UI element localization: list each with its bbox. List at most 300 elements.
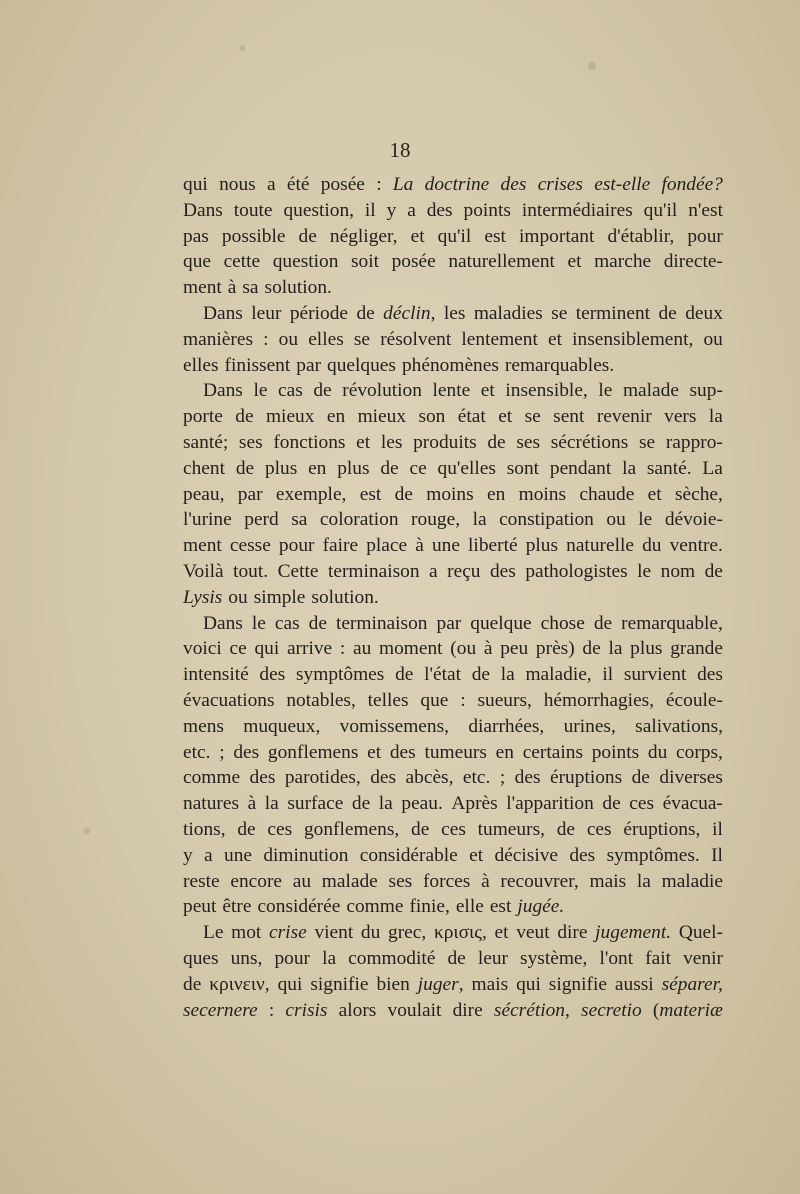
- word: jugée.: [517, 896, 565, 918]
- word: arrive: [286, 638, 333, 660]
- word: à: [227, 277, 237, 299]
- word: lentement: [461, 328, 538, 350]
- word: ce: [229, 638, 247, 660]
- word: en: [487, 483, 506, 505]
- word: question,: [283, 199, 355, 221]
- text-line: [183, 946, 723, 972]
- word: telles: [367, 689, 409, 711]
- word: salivations,: [635, 715, 723, 737]
- word: et: [567, 251, 582, 273]
- word: mais: [471, 973, 509, 995]
- word: malade: [321, 870, 378, 892]
- word: des: [514, 767, 541, 789]
- word: des: [426, 199, 453, 221]
- word: près): [535, 638, 575, 660]
- word: ment: [183, 277, 222, 299]
- word: Dans: [203, 380, 243, 402]
- text-line: [183, 688, 723, 714]
- text-line: [183, 327, 723, 353]
- word: reste: [183, 870, 220, 892]
- word: des: [697, 664, 723, 686]
- word: la: [708, 406, 723, 428]
- word: ment: [183, 535, 222, 557]
- word: une: [224, 844, 252, 866]
- word: ses: [238, 431, 263, 453]
- word: du: [642, 535, 662, 557]
- word: de: [313, 380, 332, 402]
- word: par: [237, 483, 263, 505]
- word: de: [183, 973, 202, 995]
- word: de: [237, 818, 256, 840]
- text-line: [183, 507, 723, 533]
- word: remarquable,: [621, 612, 723, 634]
- word: (ou: [450, 638, 477, 660]
- word: par: [296, 354, 322, 376]
- word: peu: [500, 638, 529, 660]
- word: possible: [221, 225, 286, 247]
- word: et: [498, 406, 513, 428]
- word: pendant: [549, 457, 612, 479]
- word: considérable: [359, 844, 458, 866]
- text-line: [183, 533, 723, 559]
- word: place: [366, 535, 408, 557]
- paper-stain: [588, 62, 596, 70]
- word: elle: [455, 896, 484, 918]
- word: éruptions,: [623, 818, 701, 840]
- word: maladie: [661, 870, 723, 892]
- word: :: [263, 328, 269, 350]
- word: peut: [183, 896, 217, 918]
- word: directe-: [663, 251, 723, 273]
- word: est: [489, 896, 512, 918]
- word: tumeurs,: [477, 818, 545, 840]
- word: la: [322, 947, 337, 969]
- word: Lysis: [183, 586, 223, 608]
- word: terminaison: [327, 560, 420, 582]
- word: terminent: [575, 302, 651, 324]
- word: des: [249, 767, 276, 789]
- paper-stain: [84, 828, 90, 834]
- word: de: [704, 560, 723, 582]
- word: naturelle: [566, 535, 634, 557]
- word: la: [608, 638, 623, 660]
- word: etc.: [183, 741, 211, 763]
- word: l'ont: [599, 947, 634, 969]
- word: mais: [589, 870, 627, 892]
- word: faire: [322, 535, 359, 557]
- word: ces: [586, 818, 612, 840]
- word: vers: [664, 406, 697, 428]
- word: cesse: [229, 535, 271, 557]
- text-line: [183, 404, 723, 430]
- word: :: [339, 638, 346, 660]
- word: et: [647, 483, 662, 505]
- text-line: [183, 817, 723, 843]
- word: maladies: [473, 302, 543, 324]
- word: :: [460, 689, 466, 711]
- word: signifie: [310, 973, 369, 995]
- word: porte: [183, 406, 223, 428]
- word: plus: [337, 457, 370, 479]
- text-line: [203, 378, 723, 404]
- word: Dans: [203, 612, 243, 634]
- word: posée: [391, 251, 436, 273]
- word: écoule-: [665, 689, 723, 711]
- word: Il: [711, 844, 723, 866]
- word: de: [631, 767, 650, 789]
- word: vient: [314, 922, 354, 944]
- word: y: [386, 199, 397, 221]
- word: le: [253, 380, 268, 402]
- word: phénomènes: [401, 354, 499, 376]
- word: pas: [183, 225, 209, 247]
- word: certains: [522, 741, 583, 763]
- word: symptômes.: [606, 844, 700, 866]
- word: à: [483, 638, 493, 660]
- word: chaude: [579, 483, 635, 505]
- word: revenir: [596, 406, 652, 428]
- text-line: [183, 172, 723, 198]
- word: simple: [253, 586, 306, 608]
- word: cas: [274, 612, 300, 634]
- word: question: [272, 251, 339, 273]
- word: mens: [183, 715, 224, 737]
- word: santé;: [183, 431, 229, 453]
- word: Quel-: [678, 922, 723, 944]
- word: malade: [622, 380, 679, 402]
- text-line: [183, 791, 723, 817]
- word: doctrine: [424, 174, 490, 195]
- word: voulait: [387, 999, 442, 1021]
- text-line: [183, 224, 723, 250]
- word: recouvrer,: [500, 870, 579, 892]
- word: de: [395, 664, 414, 686]
- word: évacuations: [183, 689, 275, 711]
- word: y: [183, 844, 193, 866]
- word: est-elle: [594, 174, 651, 195]
- word: sup-: [689, 380, 723, 402]
- word: en: [495, 741, 514, 763]
- word: alors: [338, 999, 377, 1021]
- word: dévoie-: [664, 509, 723, 531]
- word: considérée: [257, 896, 341, 918]
- word: hémorrhagies,: [543, 689, 655, 711]
- word: intensité: [183, 664, 249, 686]
- word: ces: [267, 818, 293, 840]
- word: à: [247, 793, 257, 815]
- text-line: [183, 430, 723, 456]
- word: Cette: [277, 560, 319, 582]
- word: survient: [623, 664, 687, 686]
- word: secernere: [183, 999, 258, 1021]
- word: déclin,: [383, 302, 436, 324]
- word: nom: [660, 560, 696, 582]
- word: des: [370, 767, 397, 789]
- word: de: [411, 818, 430, 840]
- word: la: [500, 664, 515, 686]
- word: reçu: [447, 560, 481, 582]
- word: est: [359, 483, 382, 505]
- word: son: [418, 406, 446, 428]
- word: leur: [477, 947, 508, 969]
- word: santé.: [646, 457, 692, 479]
- word: de: [556, 818, 576, 840]
- word: rouge,: [411, 509, 461, 531]
- word: pour: [687, 225, 723, 247]
- word: naturellement: [448, 251, 555, 273]
- word: sueurs,: [477, 689, 532, 711]
- word: natures: [183, 793, 239, 815]
- word: sent: [553, 406, 585, 428]
- text-line: [183, 636, 723, 662]
- word: le: [598, 380, 613, 402]
- word: chent: [183, 457, 225, 479]
- word: posée: [320, 174, 365, 195]
- word: se: [353, 328, 371, 350]
- word: il: [602, 664, 614, 686]
- text-line: [183, 249, 723, 275]
- word: remarquables.: [504, 354, 615, 376]
- text-line: [183, 843, 723, 869]
- word: peau,: [183, 483, 225, 505]
- word: sécrétions: [550, 431, 629, 453]
- word: κρινειν,: [209, 973, 270, 995]
- word: veut: [516, 922, 550, 944]
- word: moins: [426, 483, 474, 505]
- word: tout.: [233, 560, 269, 582]
- body-text: [183, 172, 723, 1023]
- word: moment: [379, 638, 443, 660]
- word: mieux: [357, 406, 407, 428]
- word: des: [489, 560, 516, 582]
- word: et: [356, 431, 371, 453]
- word: l'apparition: [506, 793, 594, 815]
- word: ventre.: [669, 535, 723, 557]
- word: coloration: [319, 509, 399, 531]
- word: quelques: [327, 354, 396, 376]
- text-line: [183, 662, 723, 688]
- word: tumeurs: [424, 741, 487, 763]
- word: les: [443, 302, 466, 324]
- word: qui: [277, 973, 303, 995]
- word: de: [582, 638, 601, 660]
- word: le: [638, 509, 653, 531]
- word: éruptions: [549, 767, 623, 789]
- word: des: [500, 174, 527, 195]
- word: La: [702, 457, 723, 479]
- word: maladie,: [525, 664, 592, 686]
- word: des: [233, 741, 260, 763]
- word: qui: [254, 638, 280, 660]
- word: chose: [540, 612, 585, 634]
- word: et: [469, 844, 484, 866]
- text-line: [203, 920, 723, 946]
- word: corps,: [676, 741, 723, 763]
- word: points: [591, 741, 640, 763]
- word: du: [360, 922, 381, 944]
- word: secretio: [581, 999, 642, 1021]
- word: et: [494, 922, 509, 944]
- word: que: [183, 251, 211, 273]
- word: se: [524, 406, 541, 428]
- word: de: [356, 302, 375, 324]
- word: par: [436, 612, 462, 634]
- word: de: [471, 664, 490, 686]
- word: il: [364, 199, 376, 221]
- word: ou: [278, 328, 299, 350]
- word: cas: [278, 380, 303, 402]
- word: Le: [203, 922, 224, 944]
- word: κρισις,: [433, 922, 487, 944]
- word: sécrétion,: [493, 999, 570, 1021]
- word: toute: [233, 199, 273, 221]
- text-line: [183, 998, 723, 1024]
- word: plus: [525, 535, 559, 557]
- word: ce: [409, 457, 427, 479]
- word: diverses: [659, 767, 723, 789]
- word: Après: [451, 793, 498, 815]
- word: finissent: [224, 354, 291, 376]
- word: une: [431, 535, 460, 557]
- word: sont: [506, 457, 540, 479]
- word: nous: [219, 174, 256, 195]
- word: la: [636, 870, 651, 892]
- word: à: [481, 870, 490, 892]
- word: système,: [520, 947, 588, 969]
- word: des: [259, 664, 286, 686]
- word: muqueux,: [243, 715, 321, 737]
- word: a: [407, 199, 416, 221]
- word: période: [289, 302, 349, 324]
- word: se: [638, 431, 656, 453]
- word: solution.: [311, 586, 379, 608]
- word: juger,: [417, 973, 464, 995]
- word: exemple,: [275, 483, 347, 505]
- word: ses: [388, 870, 413, 892]
- word: diarrhées,: [468, 715, 545, 737]
- word: comme: [346, 896, 404, 918]
- word: les: [380, 431, 403, 453]
- word: la: [264, 793, 279, 815]
- word: etc.: [462, 767, 491, 789]
- word: dire: [557, 922, 588, 944]
- word: voici: [183, 638, 222, 660]
- word: ;: [219, 741, 225, 763]
- word: en: [308, 457, 327, 479]
- word: de: [658, 302, 677, 324]
- word: qu'elles: [437, 457, 496, 479]
- word: des: [569, 844, 596, 866]
- text-line: [183, 894, 723, 920]
- word: mot: [231, 922, 262, 944]
- word: fondée?: [661, 174, 723, 195]
- word: abcès,: [405, 767, 454, 789]
- word: symptômes: [296, 664, 385, 686]
- word: qui: [183, 174, 208, 195]
- word: ques: [183, 947, 219, 969]
- word: et: [480, 380, 495, 402]
- word: ses: [516, 431, 541, 453]
- word: encore: [230, 870, 283, 892]
- text-line: [183, 740, 723, 766]
- word: crise: [269, 922, 307, 944]
- word: signifie: [548, 973, 607, 995]
- word: être: [222, 896, 252, 918]
- word: jugement.: [595, 922, 672, 944]
- page-number: 18: [389, 138, 411, 162]
- word: solution.: [264, 277, 332, 299]
- word: Dans: [203, 302, 243, 324]
- word: notables,: [286, 689, 356, 711]
- word: soit: [351, 251, 380, 273]
- word: grec,: [388, 922, 427, 944]
- word: dire: [452, 999, 483, 1021]
- word: La: [392, 174, 414, 195]
- word: points: [463, 199, 511, 221]
- word: de: [593, 612, 613, 634]
- word: l'urine: [183, 509, 232, 531]
- word: de: [394, 483, 413, 505]
- word: important: [519, 225, 595, 247]
- word: liberté: [468, 535, 518, 557]
- word: la: [378, 793, 393, 815]
- word: résolvent: [380, 328, 452, 350]
- word: aussi: [614, 973, 654, 995]
- word: quelque: [470, 612, 532, 634]
- word: de: [235, 457, 255, 479]
- word: qu'il: [643, 199, 678, 221]
- word: sa: [291, 509, 308, 531]
- text-line: [183, 198, 723, 224]
- word: comme: [183, 767, 241, 789]
- word: intermédiaires: [521, 199, 633, 221]
- word: uns,: [230, 947, 263, 969]
- word: de: [380, 457, 399, 479]
- word: été: [286, 174, 310, 195]
- word: sèche,: [674, 483, 723, 505]
- word: surface: [287, 793, 344, 815]
- word: l'état: [424, 664, 461, 686]
- word: de: [298, 225, 317, 247]
- word: deux: [685, 302, 723, 324]
- word: peau.: [401, 793, 443, 815]
- word: rappro-: [665, 431, 723, 453]
- word: au: [292, 870, 312, 892]
- word: marche: [594, 251, 652, 273]
- word: grande: [670, 638, 723, 660]
- word: le: [637, 560, 652, 582]
- word: se: [551, 302, 568, 324]
- word: commodité: [348, 947, 436, 969]
- word: leur: [251, 302, 282, 324]
- word: de: [487, 431, 506, 453]
- word: :: [268, 999, 275, 1021]
- word: révolution: [342, 380, 422, 402]
- word: de: [351, 793, 371, 815]
- word: crises: [537, 174, 583, 195]
- word: de: [447, 947, 466, 969]
- word: ;: [499, 767, 506, 789]
- text-line: [183, 765, 723, 791]
- text-line: [203, 301, 723, 327]
- word: qui: [516, 973, 541, 995]
- word: forces: [422, 870, 471, 892]
- text-line: [183, 972, 723, 998]
- word: vomissemens,: [339, 715, 449, 737]
- word: état: [457, 406, 486, 428]
- word: séparer,: [661, 973, 723, 995]
- word: ces: [441, 818, 466, 840]
